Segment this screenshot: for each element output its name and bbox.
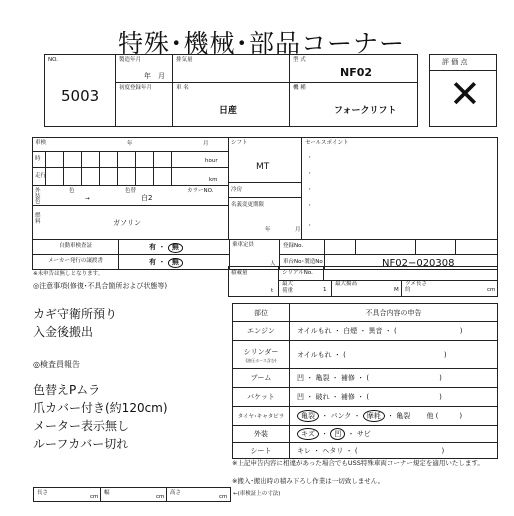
car-name-value: 日産 — [219, 106, 238, 116]
shaken-month: 月 — [203, 141, 209, 147]
max-load-label: 荷重 — [282, 288, 294, 294]
page-title: 特殊･機械･部品コーナー — [118, 29, 406, 58]
chassis-label: 車台No･製造No — [283, 258, 323, 265]
t-unit: t — [271, 288, 274, 294]
load-row — [228, 266, 498, 297]
part-tire: タイヤ･キャタピラ — [233, 407, 290, 425]
ac-label: 冷房 — [231, 187, 243, 193]
auto-insp-value: 有 ・ 無 — [149, 243, 183, 253]
height-label: 高さ — [170, 490, 182, 496]
car-name-label: 車 名 — [176, 85, 189, 91]
score-label: 評 価 点 — [442, 58, 468, 66]
width-cm: cm — [156, 494, 165, 500]
content-seat: キレ ・ ヘタリ ・ ( ) — [297, 447, 445, 455]
no-label: NO. — [48, 57, 58, 63]
content-boom: 凹 ・ 亀裂 ・ 補修 ・ ( ) — [297, 374, 442, 382]
part-cylinder — [233, 341, 290, 368]
part-bucket: バケット — [233, 388, 290, 406]
claw-label: ツメ長さ約 — [405, 281, 427, 293]
content-exterior: キズ ・ 凹 ・ サビ — [290, 426, 497, 442]
shaken-year: 年 — [127, 141, 133, 147]
part-cylinder-sub: (油圧ホース含む) — [245, 357, 277, 363]
shift-label: シフト — [231, 140, 248, 146]
maker-doc-label: メーカー発行の譲渡書 — [48, 258, 103, 265]
color-no-label: カラーNO. — [187, 188, 214, 194]
max-load-value: 1 — [323, 287, 327, 293]
content-header: 不具合内容の申告 — [365, 308, 422, 317]
chassis-value: NF02−020308 — [382, 258, 455, 269]
part-engine: エンジン — [233, 322, 290, 340]
color-arrow: → — [85, 196, 90, 202]
color-label: 色 — [69, 188, 75, 194]
note-line-3: 色替えPムラ — [33, 383, 101, 397]
inspection-block: 車検 年 月 時 hour 走行 km 外装色 色 → 色替 白2 カラーNO. 燃料 ガソリン シフト MT 冷房 名義変更期限 年 月 セールスポイント ・ ・ ・ ・ ・ 自動車検査証 有 ・ 無 メーカー発行の譲渡書 有 ・ 無 乗車定員 人 登録No. 車台No･製造No NF02−020308 — [32, 137, 498, 270]
part-cylinder-label: シリンダー — [243, 347, 279, 356]
maker-doc-value: 有 ・ 無 — [149, 258, 183, 268]
part-seat: シート — [233, 443, 290, 459]
auto-insp-label: 自動車検査証 — [58, 243, 92, 250]
note-line-6: ルーフカバー切れ — [33, 437, 129, 451]
lift-height-unit: M — [394, 287, 399, 293]
part-boom: ブーム — [233, 369, 290, 387]
disclaimer-1: ※上記申告内容に相違があった場合でもUSS特殊車両コーナー規定を適用いたします。 — [232, 459, 484, 467]
fuel-label: 燃料 — [35, 213, 41, 225]
length-label: 長さ — [37, 490, 49, 496]
note-line-5: メーター表示無し — [33, 419, 130, 433]
notes-area — [33, 305, 223, 453]
caution-label: ◎注意事項(修復･不具合箇所および状態等) — [33, 282, 168, 290]
displacement-label: 排気量 — [176, 57, 193, 63]
defect-table — [232, 303, 498, 459]
content-bucket: 凹 ・ 破れ ・ 補修 ・ ( ) — [297, 393, 442, 401]
score-value: ✕ — [449, 72, 481, 116]
disclaimer-2: ※搬入･搬出時の積み下ろし作業は一切致しません。 — [232, 477, 385, 485]
name-change-label: 名義変更期限 — [231, 202, 265, 208]
time-label: 時 — [35, 156, 41, 162]
capacity-unit: 人 — [270, 261, 276, 267]
content-engine: オイルもれ ・ 白煙 ・ 異音 ・ ( ) — [297, 327, 463, 335]
load-label: 積載量 — [231, 270, 248, 276]
model-value: NF02 — [340, 66, 373, 79]
travel-label: 走行 — [35, 173, 47, 179]
content-cylinder: オイルもれ ・ ( ) — [297, 350, 447, 359]
size-row — [33, 487, 231, 502]
score-box — [429, 54, 497, 127]
content-tire: 亀裂 ・ パンク ・ 摩耗 ・ 亀裂 他 ( ) — [290, 407, 497, 425]
header-box — [44, 54, 418, 127]
km-unit: km — [209, 177, 218, 183]
exterior-label: 外装色 — [35, 188, 41, 205]
note-line-1: カギ守衛所預り — [33, 307, 118, 321]
mfg-value: 年 月 — [144, 72, 165, 80]
hour-unit: hour — [205, 158, 218, 164]
missing-note: ※未申告は無しとなります。 — [33, 271, 104, 277]
height-cm: cm — [219, 494, 228, 500]
type-value: フォークリフト — [334, 106, 397, 116]
color-code-label: 色替 — [125, 188, 137, 194]
name-change-year: 年 — [265, 227, 271, 233]
note-line-4: 爪カバー付き(約120cm) — [33, 401, 168, 415]
model-label: 型 式 — [293, 57, 306, 63]
reg-label: 初度登録年月 — [119, 85, 153, 91]
lift-height-label: 最大揚高 — [335, 281, 358, 287]
color-code-value: 白2 — [141, 194, 153, 202]
size-note: ←(車検証上の寸法) — [233, 491, 281, 497]
inspector-label: ◎検査員報告 — [33, 360, 80, 369]
no-value: 5003 — [61, 87, 100, 105]
serial-label: シリアルNo. — [282, 269, 313, 276]
part-exterior: 外装 — [233, 426, 290, 442]
mfg-label: 製造年月 — [119, 57, 142, 63]
max-label: 最大 — [282, 281, 294, 287]
width-label: 幅 — [104, 490, 110, 496]
name-change-month: 月 — [295, 227, 301, 233]
shaken-label: 車検 — [35, 140, 47, 146]
sales-point-label: セールスポイント — [305, 140, 349, 146]
reg-no-label: 登録No. — [283, 243, 304, 250]
length-cm: cm — [90, 494, 99, 500]
claw-cm-unit: cm — [487, 287, 496, 293]
note-line-2: 入金後搬出 — [33, 325, 94, 339]
shift-value: MT — [256, 162, 270, 172]
part-header: 部位 — [233, 304, 290, 321]
capacity-label: 乗車定員 — [232, 242, 255, 248]
fuel-value: ガソリン — [113, 219, 141, 227]
type-label: 機 種 — [293, 85, 306, 91]
